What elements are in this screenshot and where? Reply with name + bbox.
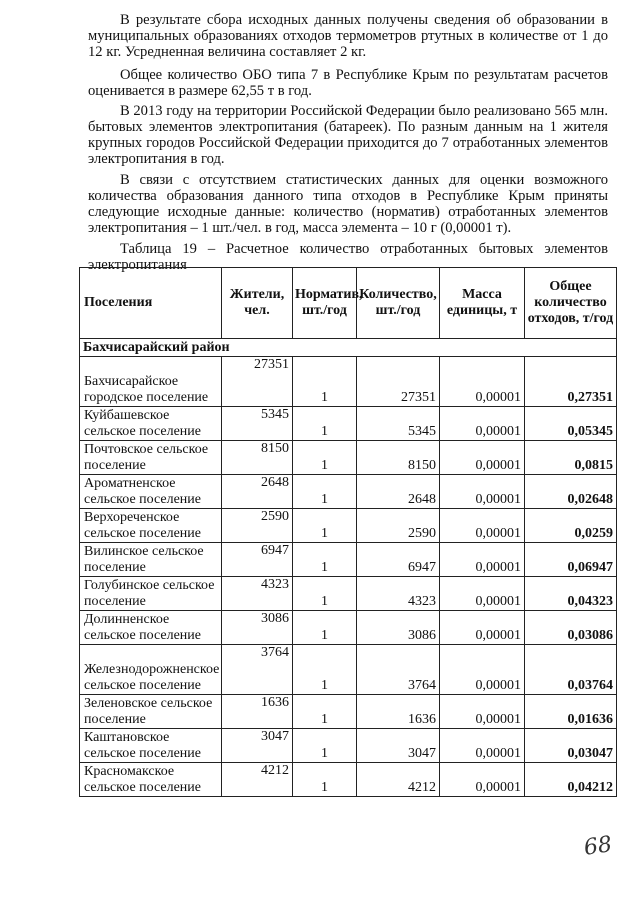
cell-norm: 1 (293, 509, 357, 543)
table-header-row (80, 268, 617, 339)
paragraph-text: В результате сбора исходных данных получены сведения об образовании в муниципальных образованиях отходов термометров ртутных в количестве от 1 до 12 кг. Усредненная величина составляет 2 кг. (88, 12, 608, 60)
page-number: 68 (582, 832, 614, 861)
cell-norm: 1 (293, 357, 357, 407)
table-row (80, 611, 617, 645)
table-row (80, 357, 617, 407)
cell-quantity: 6947 (357, 543, 440, 577)
cell-unit-mass: 0,00001 (440, 763, 525, 797)
cell-norm: 1 (293, 611, 357, 645)
cell-settlement: Куйбашевское сельское поселение (80, 407, 222, 441)
district-row (80, 339, 617, 357)
cell-residents: 5345 (222, 407, 293, 441)
cell-residents: 4212 (222, 763, 293, 797)
table-row (80, 475, 617, 509)
cell-settlement: Ароматненское сельское поселение (80, 475, 222, 509)
cell-settlement: Красномакское сельское поселение (80, 763, 222, 797)
paragraph-assumptions (88, 172, 608, 236)
cell-quantity: 1636 (357, 695, 440, 729)
cell-residents: 3047 (222, 729, 293, 763)
table-row (80, 645, 617, 695)
cell-settlement: Верхореченское сельское поселение (80, 509, 222, 543)
cell-unit-mass: 0,00001 (440, 645, 525, 695)
cell-total: 0,01636 (525, 695, 617, 729)
cell-quantity: 27351 (357, 357, 440, 407)
cell-settlement: Вилинское сельское поселение (80, 543, 222, 577)
cell-total: 0,03764 (525, 645, 617, 695)
header-total: Общее количество отходов, т/год (525, 268, 617, 339)
cell-norm: 1 (293, 543, 357, 577)
cell-unit-mass: 0,00001 (440, 611, 525, 645)
cell-quantity: 8150 (357, 441, 440, 475)
cell-total: 0,27351 (525, 357, 617, 407)
cell-residents: 2648 (222, 475, 293, 509)
cell-residents: 3764 (222, 645, 293, 695)
table-row (80, 763, 617, 797)
batteries-table (79, 267, 617, 797)
cell-quantity: 5345 (357, 407, 440, 441)
cell-unit-mass: 0,00001 (440, 729, 525, 763)
cell-residents: 6947 (222, 543, 293, 577)
table-row (80, 577, 617, 611)
cell-residents: 27351 (222, 357, 293, 407)
cell-settlement: Железнодорожненское сельское поселение (80, 645, 222, 695)
paragraph-text: В 2013 году на территории Российской Федерации было реализовано 565 млн. бытовых элементов электропитания (батареек). По разным данным на 1 жителя крупных городов Российской Федерации приходится до 7 отработанных элементов электропитания в год. (88, 103, 608, 167)
cell-settlement: Почтовское сельское поселение (80, 441, 222, 475)
cell-settlement: Каштановское сельское поселение (80, 729, 222, 763)
cell-total: 0,02648 (525, 475, 617, 509)
cell-total: 0,0259 (525, 509, 617, 543)
cell-norm: 1 (293, 645, 357, 695)
cell-residents: 8150 (222, 441, 293, 475)
cell-unit-mass: 0,00001 (440, 407, 525, 441)
paragraph-batteries (88, 103, 608, 167)
cell-unit-mass: 0,00001 (440, 543, 525, 577)
paragraph-obo-total (88, 67, 608, 99)
table-row (80, 509, 617, 543)
header-settlement: Поселения (80, 268, 222, 339)
cell-settlement: Долинненское сельское поселение (80, 611, 222, 645)
header-quantity: Количество, шт./год (357, 268, 440, 339)
table-row (80, 407, 617, 441)
header-unit-mass: Масса единицы, т (440, 268, 525, 339)
cell-total: 0,05345 (525, 407, 617, 441)
cell-settlement: Голубинское сельское поселение (80, 577, 222, 611)
cell-norm: 1 (293, 441, 357, 475)
cell-norm: 1 (293, 695, 357, 729)
cell-settlement: Бахчисарайское городское поселение (80, 357, 222, 407)
cell-unit-mass: 0,00001 (440, 357, 525, 407)
cell-total: 0,04323 (525, 577, 617, 611)
cell-norm: 1 (293, 407, 357, 441)
paragraph-thermometers (88, 12, 608, 60)
table-row (80, 729, 617, 763)
cell-quantity: 3047 (357, 729, 440, 763)
cell-norm: 1 (293, 577, 357, 611)
paragraph-text: В связи с отсутствием статистических данных для оценки возможного количества образования данного типа отходов в Республике Крым приняты следующие исходные данные: количество (норматив) отработанных элементов электропитания – 1 шт./чел. в год, масса элемента – 10 г (0,00001 т). (88, 172, 608, 236)
cell-residents: 2590 (222, 509, 293, 543)
cell-quantity: 2648 (357, 475, 440, 509)
cell-quantity: 2590 (357, 509, 440, 543)
table-row (80, 543, 617, 577)
header-residents: Жители, чел. (222, 268, 293, 339)
cell-total: 0,03086 (525, 611, 617, 645)
paragraph-text: Общее количество ОБО типа 7 в Республике Крым по результатам расчетов оценивается в размере 62,55 т в год. (88, 67, 608, 99)
cell-residents: 4323 (222, 577, 293, 611)
caption-text: Таблица 19 – Расчетное количество отработанных бытовых элементов электропитания (88, 241, 608, 273)
cell-quantity: 4323 (357, 577, 440, 611)
cell-total: 0,06947 (525, 543, 617, 577)
cell-total: 0,03047 (525, 729, 617, 763)
district-name: Бахчисарайский район (80, 339, 617, 357)
cell-unit-mass: 0,00001 (440, 475, 525, 509)
cell-total: 0,0815 (525, 441, 617, 475)
cell-quantity: 3086 (357, 611, 440, 645)
cell-unit-mass: 0,00001 (440, 577, 525, 611)
cell-quantity: 3764 (357, 645, 440, 695)
table-row (80, 695, 617, 729)
cell-norm: 1 (293, 729, 357, 763)
cell-quantity: 4212 (357, 763, 440, 797)
cell-unit-mass: 0,00001 (440, 509, 525, 543)
header-norm: Норматив, шт./год (293, 268, 357, 339)
cell-residents: 3086 (222, 611, 293, 645)
cell-norm: 1 (293, 475, 357, 509)
cell-norm: 1 (293, 763, 357, 797)
cell-settlement: Зеленовское сельское поселение (80, 695, 222, 729)
cell-unit-mass: 0,00001 (440, 441, 525, 475)
cell-residents: 1636 (222, 695, 293, 729)
table-row (80, 441, 617, 475)
cell-unit-mass: 0,00001 (440, 695, 525, 729)
cell-total: 0,04212 (525, 763, 617, 797)
